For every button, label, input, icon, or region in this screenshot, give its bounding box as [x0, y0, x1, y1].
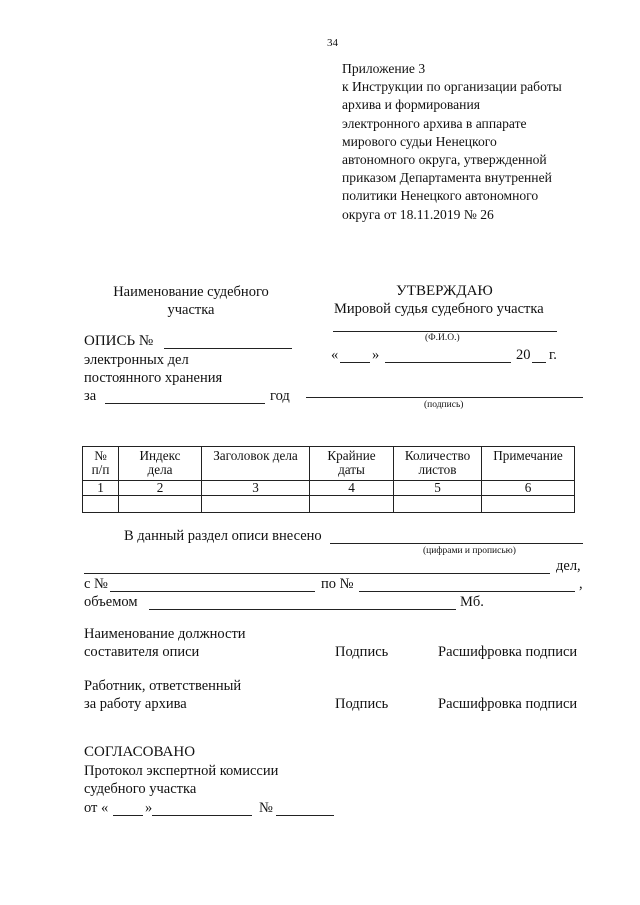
appendix-block — [342, 60, 562, 224]
entry-caption: (цифрами и прописью) — [423, 546, 516, 556]
fio-line — [333, 331, 557, 332]
court-name-line2: участка — [167, 302, 215, 318]
year-line — [532, 362, 546, 363]
approval-title: УТВЕРЖДАЮ — [396, 283, 493, 299]
table-cell[interactable] — [119, 496, 202, 513]
entry-line-1 — [330, 543, 583, 544]
table-cell: 3 — [202, 481, 310, 496]
entry-text: В данный раздел описи внесено — [124, 528, 322, 544]
table-number-row — [83, 481, 575, 496]
date-day-line — [340, 362, 370, 363]
table-cell: 2 — [119, 481, 202, 496]
table-row — [83, 496, 575, 513]
appendix-line: округа от 18.11.2019 № 26 — [342, 206, 494, 222]
archivist-line1: Работник, ответственный — [84, 678, 242, 694]
entry-to-label: по № — [321, 576, 354, 592]
compiler-sign-label: Подпись — [335, 644, 389, 660]
entry-comma: , — [579, 576, 583, 592]
inventory-line2: электронных дел — [84, 352, 189, 368]
header-cell: Крайние даты — [310, 447, 394, 481]
table-cell: 4 — [310, 481, 394, 496]
signature-caption: (подпись) — [424, 400, 464, 410]
entry-from-line — [110, 591, 315, 592]
header-cell: Индекс дела — [119, 447, 202, 481]
entry-line-2 — [84, 573, 550, 574]
header-cell: Количество листов — [394, 447, 482, 481]
archivist-decode-label: Расшифровка подписи — [438, 696, 578, 712]
court-name-line1: Наименование судебного — [113, 284, 269, 300]
appendix-line: архива и формирования — [342, 97, 480, 113]
entry-cases-label: дел, — [556, 558, 581, 574]
inventory-line3: постоянного хранения — [84, 370, 223, 386]
page-number: 34 — [327, 37, 338, 49]
year-prefix: 20 — [516, 347, 531, 363]
agreed-line1: Протокол экспертной комиссии — [84, 763, 279, 779]
appendix-line: политики Ненецкого автономного — [342, 188, 539, 204]
agreed-month-line — [152, 815, 252, 816]
appendix-line: электронного архива в аппарате — [342, 115, 527, 131]
appendix-line: автономного округа, утвержденной — [342, 152, 547, 168]
header-cell: № п/п — [83, 447, 119, 481]
table-cell[interactable] — [202, 496, 310, 513]
table-cell[interactable] — [394, 496, 482, 513]
agreed-number-line — [276, 815, 334, 816]
signature-line — [306, 397, 583, 398]
date-close-quote: » — [372, 347, 380, 363]
archivist-sign-label: Подпись — [335, 696, 389, 712]
inventory-title: ОПИСЬ № — [84, 333, 154, 349]
entry-from-label: с № — [84, 576, 108, 592]
inventory-year-label: год — [270, 388, 290, 404]
archivist-line2: за работу архива — [84, 696, 187, 712]
fio-caption: (Ф.И.О.) — [425, 333, 460, 343]
table-cell: 1 — [83, 481, 119, 496]
compiler-decode-label: Расшифровка подписи — [438, 644, 578, 660]
agreed-close-quote: » — [145, 800, 153, 816]
inventory-period-line — [105, 403, 265, 404]
approval-subtitle: Мировой судья судебного участка — [334, 301, 544, 317]
agreed-line2: судебного участка — [84, 781, 197, 797]
table-cell[interactable] — [482, 496, 575, 513]
table-cell[interactable] — [83, 496, 119, 513]
inventory-for-label: за — [84, 388, 97, 404]
inventory-table — [82, 446, 575, 513]
compiler-line2: составителя описи — [84, 644, 200, 660]
agreed-from-label: от « — [84, 800, 109, 816]
agreed-day-line — [113, 815, 143, 816]
agreed-number-label: № — [259, 800, 273, 816]
appendix-line: приказом Департамента внутренней — [342, 170, 552, 186]
appendix-line: мирового судьи Ненецкого — [342, 133, 497, 149]
date-month-line — [385, 362, 511, 363]
header-cell: Примечание — [482, 447, 575, 481]
entry-to-line — [359, 591, 575, 592]
appendix-line: Приложение 3 — [342, 61, 426, 76]
table-cell[interactable] — [310, 496, 394, 513]
appendix-line: к Инструкции по организации работы — [342, 79, 562, 95]
inventory-number-line — [164, 348, 292, 349]
table-header-row — [83, 447, 575, 481]
entry-unit: Мб. — [460, 594, 484, 610]
header-cell: Заголовок дела — [202, 447, 310, 481]
date-open-quote: « — [331, 347, 339, 363]
entry-volume-line — [149, 609, 456, 610]
table-cell: 6 — [482, 481, 575, 496]
year-suffix: г. — [549, 347, 557, 363]
compiler-line1: Наименование должности — [84, 626, 246, 642]
entry-volume-label: объемом — [84, 594, 138, 610]
table-cell: 5 — [394, 481, 482, 496]
agreed-title: СОГЛАСОВАНО — [84, 744, 196, 760]
